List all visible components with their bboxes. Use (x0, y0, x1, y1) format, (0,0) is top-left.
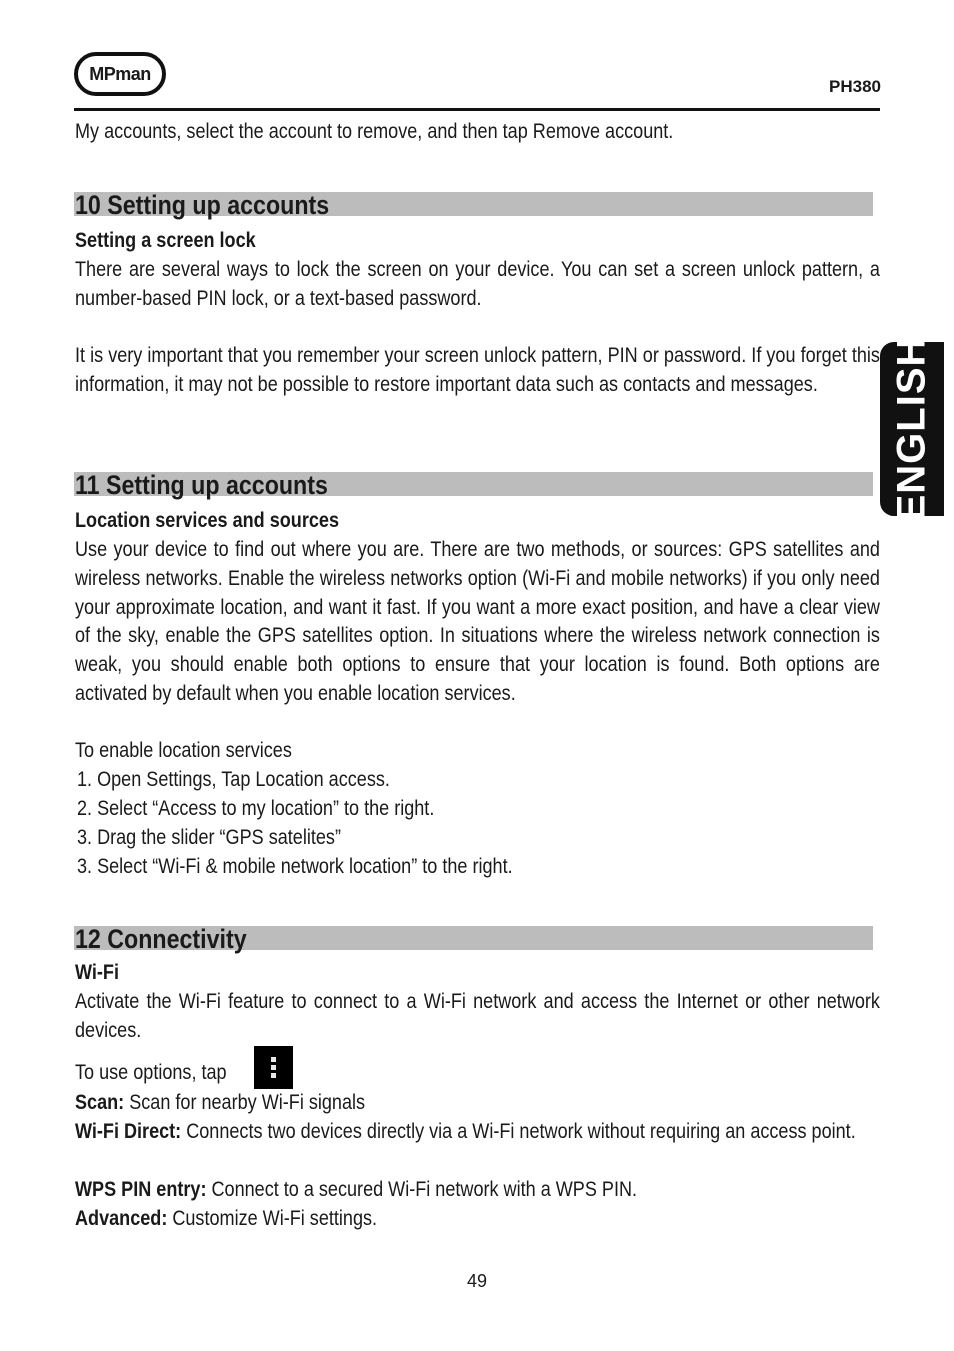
section-10-paragraph-1: There are several ways to lock the screen on your device. You can set a screen unlock pattern, a number-based PIN lock, or a text-based password. (75, 258, 880, 310)
option-wps-pin (75, 1177, 637, 1203)
step-item: 2. Select “Access to my location” to the right. (77, 797, 435, 820)
steps-intro: To enable location services (75, 739, 292, 762)
option-desc: Scan for nearby Wi-Fi signals (124, 1091, 366, 1114)
header-divider (74, 108, 880, 111)
page-number: 49 (466, 1271, 488, 1291)
option-term: Wi-Fi Direct: (75, 1120, 182, 1143)
option-term: Advanced: (75, 1207, 168, 1230)
options-intro: To use options, tap (75, 1061, 227, 1084)
option-advanced (75, 1206, 377, 1232)
option-wifi-direct (75, 1118, 880, 1147)
logo-text: MPman (89, 63, 151, 84)
step-item: 1. Open Settings, Tap Location access. (77, 768, 390, 791)
option-term: Scan: (75, 1091, 125, 1114)
step-item: 3. Drag the slider “GPS satelites” (77, 826, 341, 849)
overflow-menu-icon (254, 1046, 293, 1089)
option-scan (75, 1090, 365, 1116)
section-11-title: 11 Setting up accounts (75, 470, 328, 500)
step-item: 3. Select “Wi-Fi & mobile network location” to the right. (77, 855, 513, 878)
section-10-title: 10 Setting up accounts (75, 190, 330, 220)
intro-line: My accounts, select the account to remove, and then tap Remove account. (75, 120, 674, 143)
mpman-logo (74, 52, 166, 96)
section-11-paragraph-1: Use your device to find out where you are. There are two methods, or sources: GPS satellites and wireless networks. Enable the wireless networks option (Wi-Fi and mobile networks) if you only need your approximate location, and want it fast. If you want a more exact position, and have a clear view of the sky, enable the GPS satellites option. In situations where the wireless network connection is weak, you should enable both options to ensure that your location is found. Both options are activated by default when you enable location services. (75, 538, 880, 705)
option-desc: Connect to a secured Wi-Fi network with a WPS PIN. (206, 1178, 638, 1201)
section-12-paragraph-1: Activate the Wi-Fi feature to connect to a Wi-Fi network and access the Internet or other network devices. (75, 990, 880, 1042)
section-10-subtitle: Setting a screen lock (75, 229, 256, 252)
section-12-subtitle: Wi-Fi (75, 961, 119, 984)
option-desc: Customize Wi-Fi settings. (167, 1207, 378, 1230)
section-10-paragraph-2: It is very important that you remember your screen unlock pattern, PIN or password. If you forget this information, it may not be possible to restore important data such as contacts and messages. (75, 344, 880, 396)
language-tab-label: ENGLISH (889, 336, 934, 522)
option-desc: Connects two devices directly via a Wi-Fi network without requiring an access point. (181, 1120, 856, 1143)
section-12-title: 12 Connectivity (75, 924, 247, 954)
model-number: PH380 (829, 77, 881, 96)
language-side-tab (880, 336, 944, 522)
section-11-subtitle: Location services and sources (75, 509, 339, 532)
option-term: WPS PIN entry: (75, 1178, 207, 1201)
